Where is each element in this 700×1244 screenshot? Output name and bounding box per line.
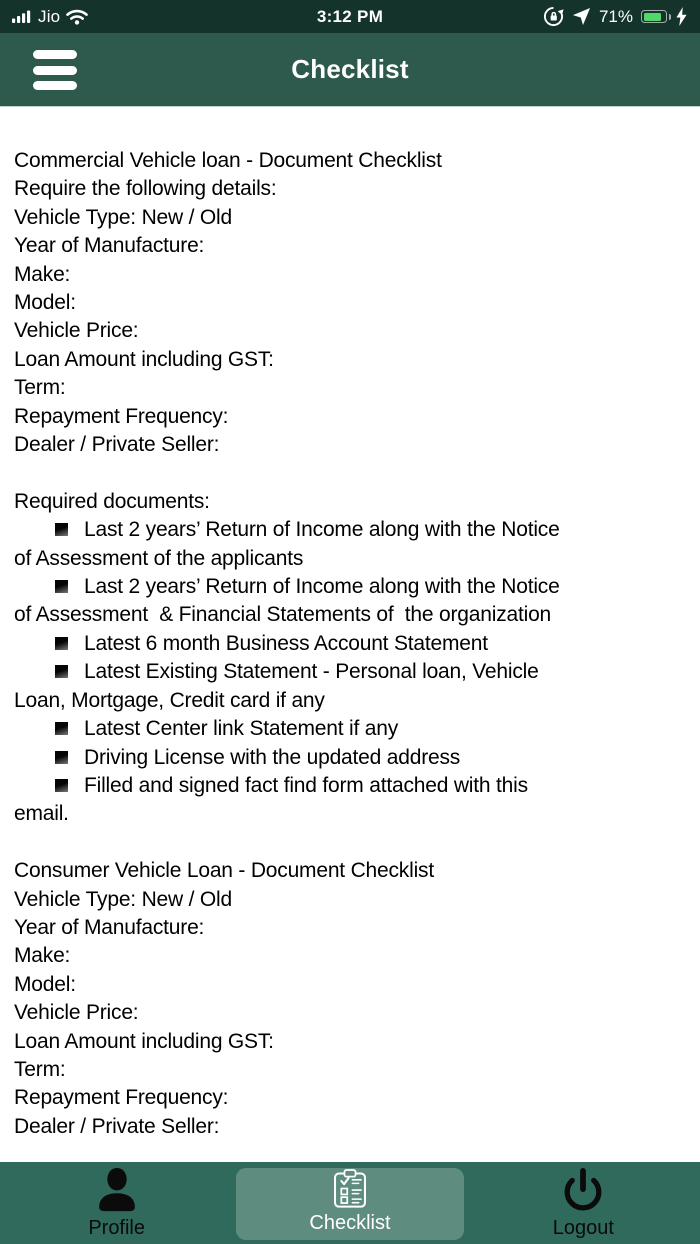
battery-percent: 71% (598, 6, 633, 26)
text-line: Loan, Mortgage, Credit card if any (14, 688, 325, 712)
tab-checklist[interactable] (233, 1162, 466, 1244)
tab-logout[interactable] (467, 1162, 700, 1244)
battery-icon (641, 10, 667, 23)
hamburger-menu-button[interactable] (33, 48, 77, 92)
text-line: Repayment Frequency: (14, 1086, 229, 1110)
text-line: Model: (14, 291, 76, 315)
text-line: Repayment Frequency: (14, 404, 229, 428)
hamburger-bar (33, 66, 77, 75)
wifi-icon (66, 9, 88, 25)
text-line: Make: (14, 262, 71, 286)
section-required-documents (14, 488, 686, 829)
text-line: Loan Amount including GST: (14, 1029, 274, 1053)
checklist-bullet-line (14, 573, 686, 601)
orientation-lock-icon (543, 6, 564, 27)
text-line: Vehicle Type: New / Old (14, 887, 232, 911)
text-line: Term: (14, 376, 66, 400)
checklist-bullet-line (14, 658, 686, 686)
text-line: Loan Amount including GST: (14, 347, 274, 371)
text-line: Year of Manufacture: (14, 915, 205, 939)
text-line: Make: (14, 944, 71, 968)
status-bar (0, 0, 700, 33)
bullet-text: Latest Existing Statement - Personal loan, Vehicle (84, 660, 539, 684)
text-line: Model: (14, 972, 76, 996)
bullet-square-icon (55, 751, 68, 764)
checklist-bullet-line (14, 516, 686, 544)
text-line: Required documents: (14, 489, 210, 513)
section-commercial-vehicle-loan (14, 147, 686, 459)
location-arrow-icon (572, 7, 591, 26)
charging-bolt-icon (675, 7, 688, 26)
text-line: Vehicle Price: (14, 319, 139, 343)
selected-tab-highlight (236, 1168, 464, 1240)
text-line: of Assessment & Financial Statements of the organization (14, 603, 552, 627)
checklist-bullet-line (14, 744, 686, 772)
bullet-text: Latest 6 month Business Account Statement (84, 631, 488, 655)
nav-bar (0, 33, 700, 107)
bullet-square-icon (55, 665, 68, 678)
bullet-text: Latest Center link Statement if any (84, 717, 398, 741)
text-line: Commercial Vehicle loan - Document Checklist (14, 149, 442, 172)
tab-label-checklist: Checklist (309, 1212, 391, 1234)
checklist-bullet-line (14, 630, 686, 658)
text-line: Vehicle Price: (14, 1001, 139, 1025)
status-bar-left (12, 7, 88, 27)
carrier-label: Jio (38, 6, 61, 26)
tab-label-profile: Profile (88, 1217, 146, 1239)
bullet-square-icon (55, 523, 68, 536)
bullet-text: Last 2 years’ Return of Income along with the Notice (84, 518, 560, 542)
text-line: Term: (14, 1057, 66, 1081)
text-line: Dealer / Private Seller: (14, 1114, 220, 1138)
text-line: Year of Manufacture: (14, 234, 205, 258)
text-line: Vehicle Type: New / Old (14, 205, 232, 229)
status-bar-right (543, 6, 688, 27)
text-line: of Assessment of the applicants (14, 546, 304, 570)
checklist-content (0, 107, 700, 1162)
text-line: Dealer / Private Seller: (14, 433, 220, 457)
tab-label-logout: Logout (552, 1217, 614, 1239)
person-icon (95, 1166, 139, 1214)
bullet-square-icon (55, 580, 68, 593)
page-title: Checklist (291, 54, 409, 84)
bullet-square-icon (55, 779, 68, 792)
bullet-text: Driving License with the updated address (84, 745, 461, 769)
clipboard-checklist-icon (327, 1168, 373, 1209)
checklist-bullet-line (14, 715, 686, 743)
hamburger-bar (33, 81, 77, 90)
checklist-bullet-line (14, 772, 686, 800)
bullet-text: Last 2 years’ Return of Income along with the Notice (84, 575, 560, 599)
tab-profile[interactable] (0, 1162, 233, 1244)
status-time: 3:12 PM (316, 6, 384, 26)
text-line: Consumer Vehicle Loan - Document Checklist (14, 859, 434, 883)
battery-fill (644, 13, 661, 21)
bullet-text: Filled and signed fact find form attached with this (84, 773, 528, 797)
hamburger-bar (33, 50, 77, 59)
power-icon (560, 1168, 606, 1214)
section-consumer-vehicle-loan (14, 857, 686, 1141)
text-line: Require the following details: (14, 177, 277, 201)
signal-bars-icon (12, 10, 32, 23)
text-line: email. (14, 802, 69, 826)
tab-bar (0, 1162, 700, 1244)
bullet-square-icon (55, 637, 68, 650)
bullet-square-icon (55, 722, 68, 735)
